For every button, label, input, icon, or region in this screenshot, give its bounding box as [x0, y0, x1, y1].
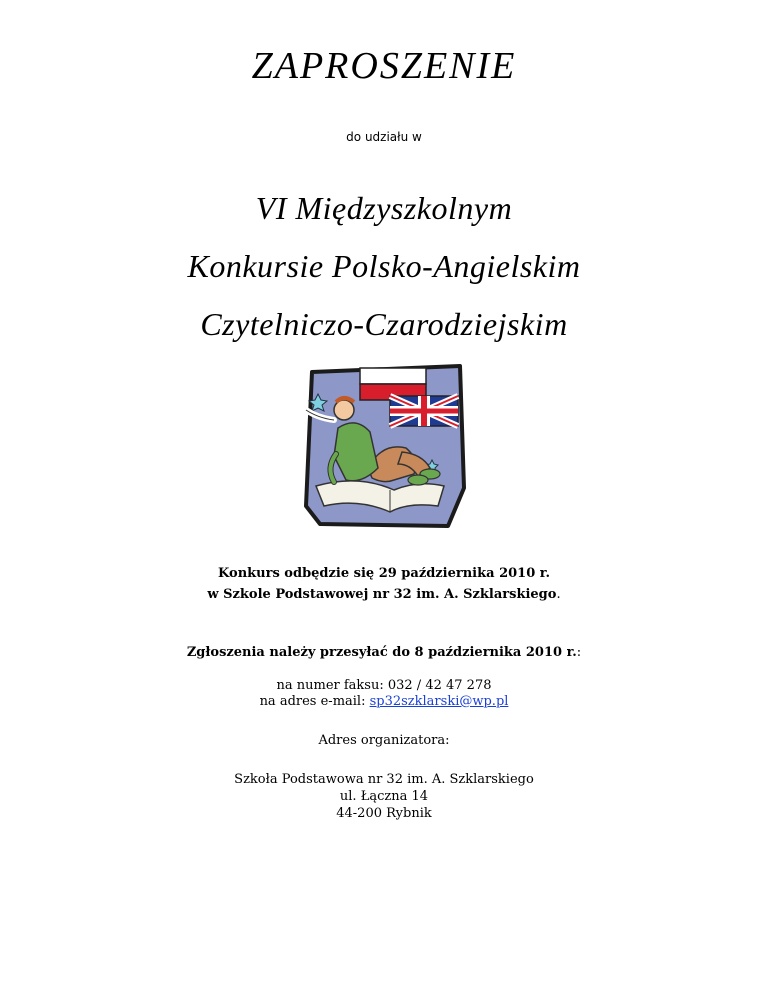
reading-child-with-flags-icon: [298, 356, 470, 532]
email-label: na adres e-mail:: [259, 694, 370, 709]
event-place-suffix: .: [556, 587, 561, 602]
email-line: [0, 694, 768, 709]
organizer-city: 44-200 Rybnik: [336, 806, 432, 821]
email-link[interactable]: sp32szklarski@wp.pl: [369, 694, 509, 709]
organizer-name: Szkoła Podstawowa nr 32 im. A. Szklarskiego: [234, 772, 534, 787]
organizer-heading: Adres organizatora:: [318, 733, 450, 748]
registration-deadline: [0, 641, 768, 660]
event-date: Konkurs odbędzie się 29 października 2010 r.: [218, 566, 550, 581]
organizer-street: ul. Łączna 14: [339, 789, 429, 804]
invitation-title: ZAPROSZENIE: [251, 45, 517, 87]
event-place: [0, 583, 768, 602]
event-name-line-2: Konkursie Polsko-Angielskim: [187, 248, 581, 284]
registration-deadline-text: Zgłoszenia należy przesyłać do 8 października 2010 r.: [186, 645, 577, 660]
event-name-line-1: VI Międzyszkolnym: [255, 190, 513, 226]
registration-deadline-suffix: :: [576, 645, 582, 660]
event-place-text: w Szkole Podstawowej nr 32 im. A. Szklarskiego: [207, 587, 557, 602]
invitation-subtitle: do udziału w: [346, 130, 422, 144]
event-name-line-3: Czytelniczo-Czarodziejskim: [200, 306, 568, 342]
fax-number: na numer faksu: 032 / 42 47 278: [276, 678, 492, 693]
